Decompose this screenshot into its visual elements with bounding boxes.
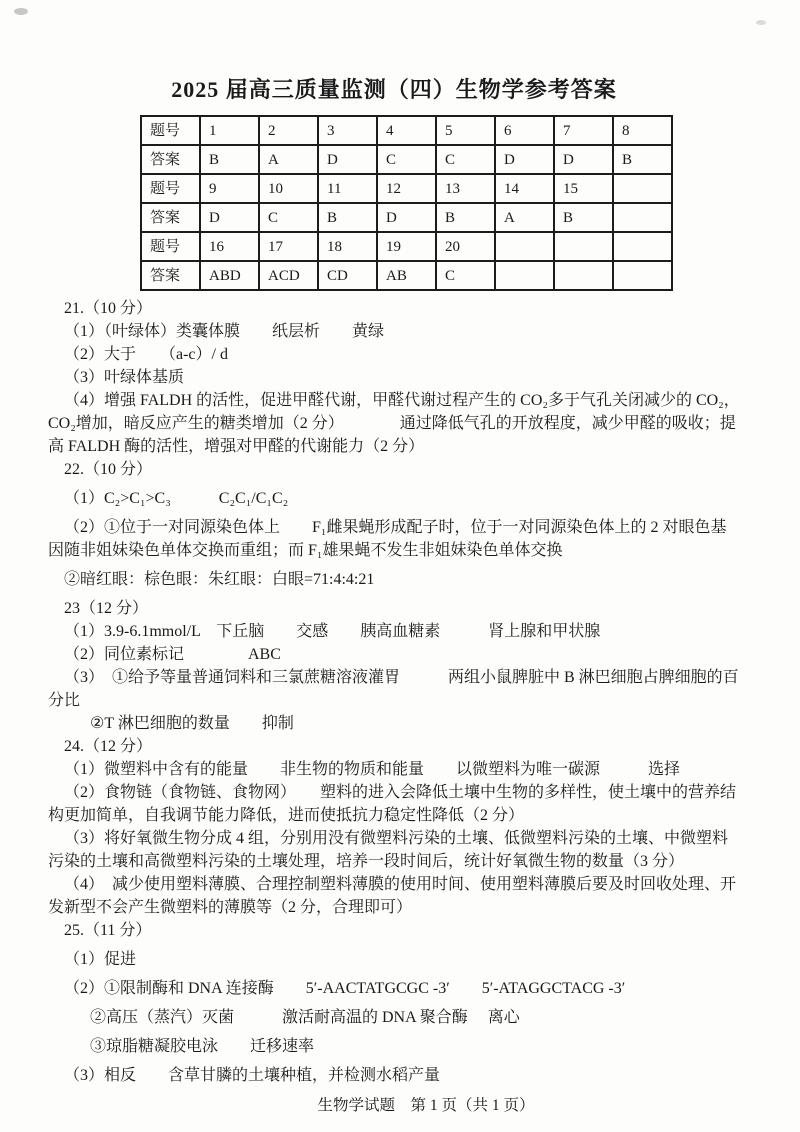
answer-key-table bbox=[140, 115, 673, 291]
qnum-cell: 1 bbox=[200, 116, 259, 145]
qnum-cell: 4 bbox=[377, 116, 436, 145]
qnum-cell: 3 bbox=[318, 116, 377, 145]
scan-artifact bbox=[756, 20, 766, 25]
answer-sections bbox=[48, 297, 740, 1087]
qnum-cell: 14 bbox=[495, 174, 554, 203]
row-label: 题号 bbox=[141, 232, 200, 261]
q21-answer-3: （3）叶绿体基质 bbox=[64, 369, 185, 386]
answer-cell bbox=[613, 261, 672, 290]
qnum-cell: 11 bbox=[318, 174, 377, 203]
q23-answer-2: （2）同位素标记 ABC bbox=[64, 646, 281, 663]
qnum-cell bbox=[613, 174, 672, 203]
q24-answer-3: （3）将好氧微生物分成 4 组，分别用没有微塑料污染的土壤、低微塑料污染的土壤、中微塑料污染的土壤和高微塑料污染的土壤处理，培养一段时间后，统计好氧微生物的数量（3 分） bbox=[48, 830, 729, 870]
qnum-cell bbox=[613, 232, 672, 261]
table-row-qnum-16-20 bbox=[141, 232, 672, 261]
q21-answer-2: （2）大于 （a-c）/ d bbox=[64, 346, 228, 363]
answer-cell: ACD bbox=[259, 261, 318, 290]
answer-cell: B bbox=[318, 203, 377, 232]
q23-answer-3-sub: ②T 淋巴细胞的数量 抑制 bbox=[90, 715, 294, 732]
qnum-cell: 5 bbox=[436, 116, 495, 145]
answer-cell: ABD bbox=[200, 261, 259, 290]
answer-cell: CD bbox=[318, 261, 377, 290]
answer-cell: B bbox=[200, 145, 259, 174]
q21-answer-1: （1）（叶绿体）类囊体膜 纸层析 黄绿 bbox=[64, 323, 385, 340]
row-label: 答案 bbox=[141, 203, 200, 232]
page-footer: 生物学试题 第 1 页（共 1 页） bbox=[317, 1097, 535, 1114]
answer-cell bbox=[554, 261, 613, 290]
q23-answer-1: （1）3.9-6.1mmol/L 下丘脑 交感 胰高血糖素 肾上腺和甲状腺 bbox=[64, 623, 601, 640]
answer-cell: A bbox=[259, 145, 318, 174]
qnum-cell: 2 bbox=[259, 116, 318, 145]
question-25-heading: 25.（11 分） bbox=[64, 922, 152, 939]
answer-cell bbox=[613, 203, 672, 232]
answer-cell: B bbox=[436, 203, 495, 232]
answer-cell: D bbox=[200, 203, 259, 232]
answer-cell bbox=[495, 261, 554, 290]
question-23-block bbox=[48, 597, 740, 735]
q22-answer-1: （1）C₂>C₁>C₃ C₂C₁/C₁C₂ bbox=[64, 490, 289, 507]
answer-cell: C bbox=[377, 145, 436, 174]
question-24-heading: 24.（12 分） bbox=[64, 738, 153, 755]
row-label: 答案 bbox=[141, 145, 200, 174]
qnum-cell: 16 bbox=[200, 232, 259, 261]
qnum-cell: 9 bbox=[200, 174, 259, 203]
qnum-cell: 12 bbox=[377, 174, 436, 203]
row-label: 答案 bbox=[141, 261, 200, 290]
question-22-heading: 22.（10 分） bbox=[64, 461, 153, 478]
answer-cell: B bbox=[613, 145, 672, 174]
table-row-answers-1-8 bbox=[141, 145, 672, 174]
q25-answer-3: （3）相反 含草甘膦的土壤种植，并检测水稻产量 bbox=[64, 1067, 441, 1084]
qnum-cell: 20 bbox=[436, 232, 495, 261]
q22-answer-2-sub: ②暗红眼：棕色眼：朱红眼：白眼=71:4:4:21 bbox=[64, 571, 375, 588]
table-row-answers-16-20 bbox=[141, 261, 672, 290]
row-label: 题号 bbox=[141, 174, 200, 203]
answer-cell: A bbox=[495, 203, 554, 232]
qnum-cell: 6 bbox=[495, 116, 554, 145]
qnum-cell bbox=[554, 232, 613, 261]
qnum-cell: 8 bbox=[613, 116, 672, 145]
question-21-block bbox=[48, 297, 740, 458]
qnum-cell: 18 bbox=[318, 232, 377, 261]
page-title: 2025 届高三质量监测（四）生物学参考答案 bbox=[171, 77, 617, 102]
q25-answer-2-sub2: ②高压（蒸汽）灭菌 激活耐高温的 DNA 聚合酶 离心 bbox=[90, 1009, 520, 1026]
q25-answer-2: （2）①限制酶和 DNA 连接酶 5′-AACTATGCGC -3′ 5′-ATAGGCTACG -3′ bbox=[64, 980, 626, 997]
qnum-cell: 19 bbox=[377, 232, 436, 261]
q24-answer-4: （4） 减少使用塑料薄膜、合理控制塑料薄膜的使用时间、使用塑料薄膜后要及时回收处理、开发新型不会产生微塑料的薄膜等（2 分，合理即可） bbox=[48, 876, 737, 916]
table-row-qnum-1-8 bbox=[141, 116, 672, 145]
answer-cell: D bbox=[554, 145, 613, 174]
qnum-cell: 15 bbox=[554, 174, 613, 203]
row-label: 题号 bbox=[141, 116, 200, 145]
answer-cell: D bbox=[495, 145, 554, 174]
table-row-qnum-9-15 bbox=[141, 174, 672, 203]
q24-answer-2: （2）食物链（食物链、食物网） 塑料的进入会降低土壤中生物的多样性，使土壤中的营养结构更加简单，自我调节能力降低，进而使抵抗力稳定性降低（2 分） bbox=[48, 784, 737, 824]
answer-cell: D bbox=[377, 203, 436, 232]
q22-answer-2: （2）①位于一对同源染色体上 F₁雌果蝇形成配子时，位于一对同源染色体上的 2 对眼色基因随非姐妹染色单体交换而重组；而 F₁雄果蝇不发生非姐妹染色单体交换 bbox=[48, 519, 727, 559]
answer-cell: AB bbox=[377, 261, 436, 290]
q21-answer-4: （4）增强 FALDH 的活性，促进甲醛代谢，甲醛代谢过程产生的 CO₂多于气孔关闭减少的 CO₂，CO₂增加，暗反应产生的糖类增加（2 分） 通过降低气孔的开放程度，减少甲醛的吸收；提高 FALDH 酶的活性，增强对甲醛的代谢能力（2 分） bbox=[48, 392, 740, 455]
question-24-block bbox=[48, 735, 740, 919]
answer-cell: C bbox=[436, 261, 495, 290]
answer-cell: C bbox=[436, 145, 495, 174]
qnum-cell: 13 bbox=[436, 174, 495, 203]
question-22-block bbox=[48, 458, 740, 591]
qnum-cell bbox=[495, 232, 554, 261]
question-23-heading: 23（12 分） bbox=[64, 600, 149, 617]
qnum-cell: 7 bbox=[554, 116, 613, 145]
answer-cell: D bbox=[318, 145, 377, 174]
scan-artifact bbox=[14, 8, 28, 15]
question-21-heading: 21.（10 分） bbox=[64, 300, 153, 317]
answer-cell: B bbox=[554, 203, 613, 232]
answer-cell: C bbox=[259, 203, 318, 232]
qnum-cell: 17 bbox=[259, 232, 318, 261]
q25-answer-2-sub3: ③琼脂糖凝胶电泳 迁移速率 bbox=[90, 1038, 315, 1055]
question-25-block bbox=[48, 919, 740, 1087]
q24-answer-1: （1）微塑料中含有的能量 非生物的物质和能量 以微塑料为唯一碳源 选择 bbox=[64, 761, 681, 778]
qnum-cell: 10 bbox=[259, 174, 318, 203]
q23-answer-3: （3） ①给予等量普通饲料和三氯蔗糖溶液灌胃 两组小鼠脾脏中 B 淋巴细胞占脾细胞的百分比 bbox=[48, 669, 739, 709]
q25-answer-1: （1）促进 bbox=[64, 951, 137, 968]
table-row-answers-9-15 bbox=[141, 203, 672, 232]
